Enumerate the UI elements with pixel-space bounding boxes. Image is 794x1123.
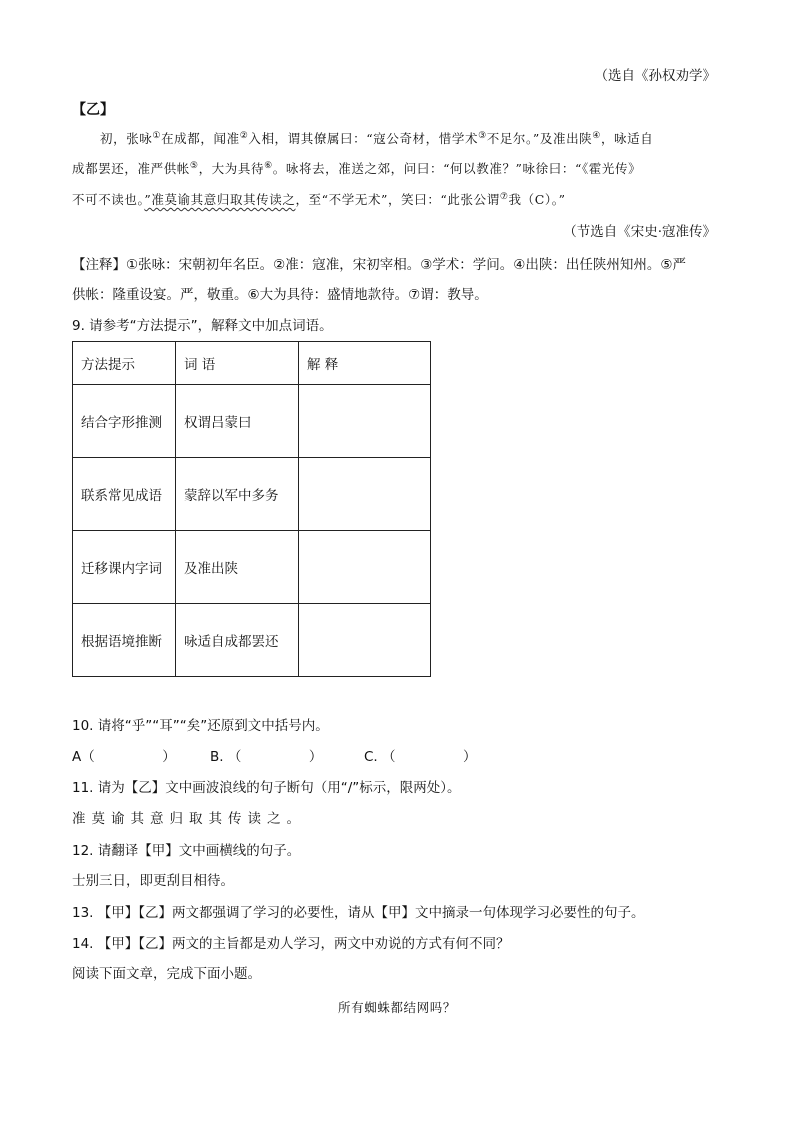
phrase-cell: 蒙辞以军中多务: [176, 458, 299, 531]
footnote-marker: ⑦: [499, 191, 509, 202]
text-segment: 成都罢还，准严供帐: [72, 161, 190, 176]
phrase-cell: 权谓吕蒙曰: [176, 385, 299, 458]
notes-line-1: 【注释】①张咏：宋朝初年名臣。②准：寇准，宋初宰相。③学术：学问。④出陕：出任陕州知州。⑤严: [72, 257, 687, 273]
answer-cell[interactable]: [299, 604, 431, 677]
question-14: 14. 【甲】【乙】两文的主旨都是劝人学习，两文中劝说的方式有何不同？: [72, 936, 510, 952]
text-segment: ，至“不学无术”，笑曰：“此张公谓: [295, 192, 500, 207]
table-row: [73, 458, 431, 531]
text-segment: 入相，谓其僚属曰：“寇公奇材，惜学术: [248, 131, 479, 146]
table-row: [73, 531, 431, 604]
q11-sentence: 准莫谕其意归取其传读之。: [72, 811, 306, 827]
source-citation-2: （节选自《宋史·寇准传》: [563, 224, 716, 240]
footnote-marker: ③: [478, 130, 487, 141]
q10-option-a: A（ ）: [72, 749, 176, 765]
table-row: [73, 604, 431, 677]
table-header-row: [73, 342, 431, 385]
method-cell: 结合字形推测: [73, 385, 176, 458]
q10-option-b: B. （ ）: [210, 749, 323, 765]
answer-cell[interactable]: [299, 385, 431, 458]
passage-line-3: [72, 190, 566, 210]
method-table: [72, 341, 431, 677]
method-cell: 根据语境推断: [73, 604, 176, 677]
text-segment: 。咏将去，准送之郊，问曰：“何以教准？”咏徐曰：“《霍光传》: [272, 161, 642, 176]
text-segment: 不可不读也。: [72, 192, 145, 207]
phrase-cell: 咏适自成都罢还: [176, 604, 299, 677]
method-cell: 联系常见成语: [73, 458, 176, 531]
footnote-marker: ④: [592, 130, 601, 141]
text-segment: 初，张咏: [100, 131, 153, 146]
text-segment: 在成都，闻准: [161, 131, 240, 146]
table-row: [73, 385, 431, 458]
question-11: 11. 请为【乙】文中画波浪线的句子断句（用“/”标示，限两处）。: [72, 780, 461, 796]
q12-sentence: 士别三日，即更刮目相待。: [72, 873, 234, 889]
section-label-yi: 【乙】: [72, 102, 114, 118]
table-header-cell: 词 语: [176, 342, 299, 385]
footnote-marker: ⑥: [264, 160, 273, 171]
table-header-cell: 方法提示: [73, 342, 176, 385]
text-segment: 不足尔。”及准出陕: [486, 131, 593, 146]
text-segment: ，大为具待: [198, 161, 265, 176]
q10-option-c: C. （ ）: [364, 749, 477, 765]
question-12: 12. 请翻译【甲】文中画横线的句子。: [72, 843, 301, 859]
answer-cell[interactable]: [299, 458, 431, 531]
question-9: 9. 请参考“方法提示”，解释文中加点词语。: [72, 318, 333, 334]
text-segment: 我（C）。”: [508, 192, 566, 207]
text-segment: ，咏适自: [600, 131, 654, 146]
passage-line-1: [100, 129, 653, 149]
next-article-title: 所有蜘蛛都结网吗？: [338, 1000, 456, 1015]
question-10: 10. 请将“乎”“耳”“矣”还原到文中括号内。: [72, 718, 329, 734]
wavy-underlined-sentence: ”准莫谕其意归取其传读之: [144, 192, 296, 207]
passage-line-2: [72, 159, 641, 179]
source-citation-1: （选自《孙权劝学》: [594, 68, 716, 84]
answer-cell[interactable]: [299, 531, 431, 604]
question-13: 13. 【甲】【乙】两文都强调了学习的必要性，请从【甲】文中摘录一句体现学习必要性的句子。: [72, 905, 645, 921]
method-cell: 迁移课内字词: [73, 531, 176, 604]
footnote-marker: ⑤: [189, 160, 199, 171]
footnote-marker: ①: [152, 130, 162, 141]
table-header-cell: 解 释: [299, 342, 431, 385]
phrase-cell: 及准出陕: [176, 531, 299, 604]
notes-line-2: 供帐：隆重设宴。严，敬重。⑥大为具待：盛情地款待。⑦谓：教导。: [72, 287, 488, 303]
reading-instruction: 阅读下面文章，完成下面小题。: [72, 966, 261, 982]
footnote-marker: ②: [239, 130, 249, 141]
